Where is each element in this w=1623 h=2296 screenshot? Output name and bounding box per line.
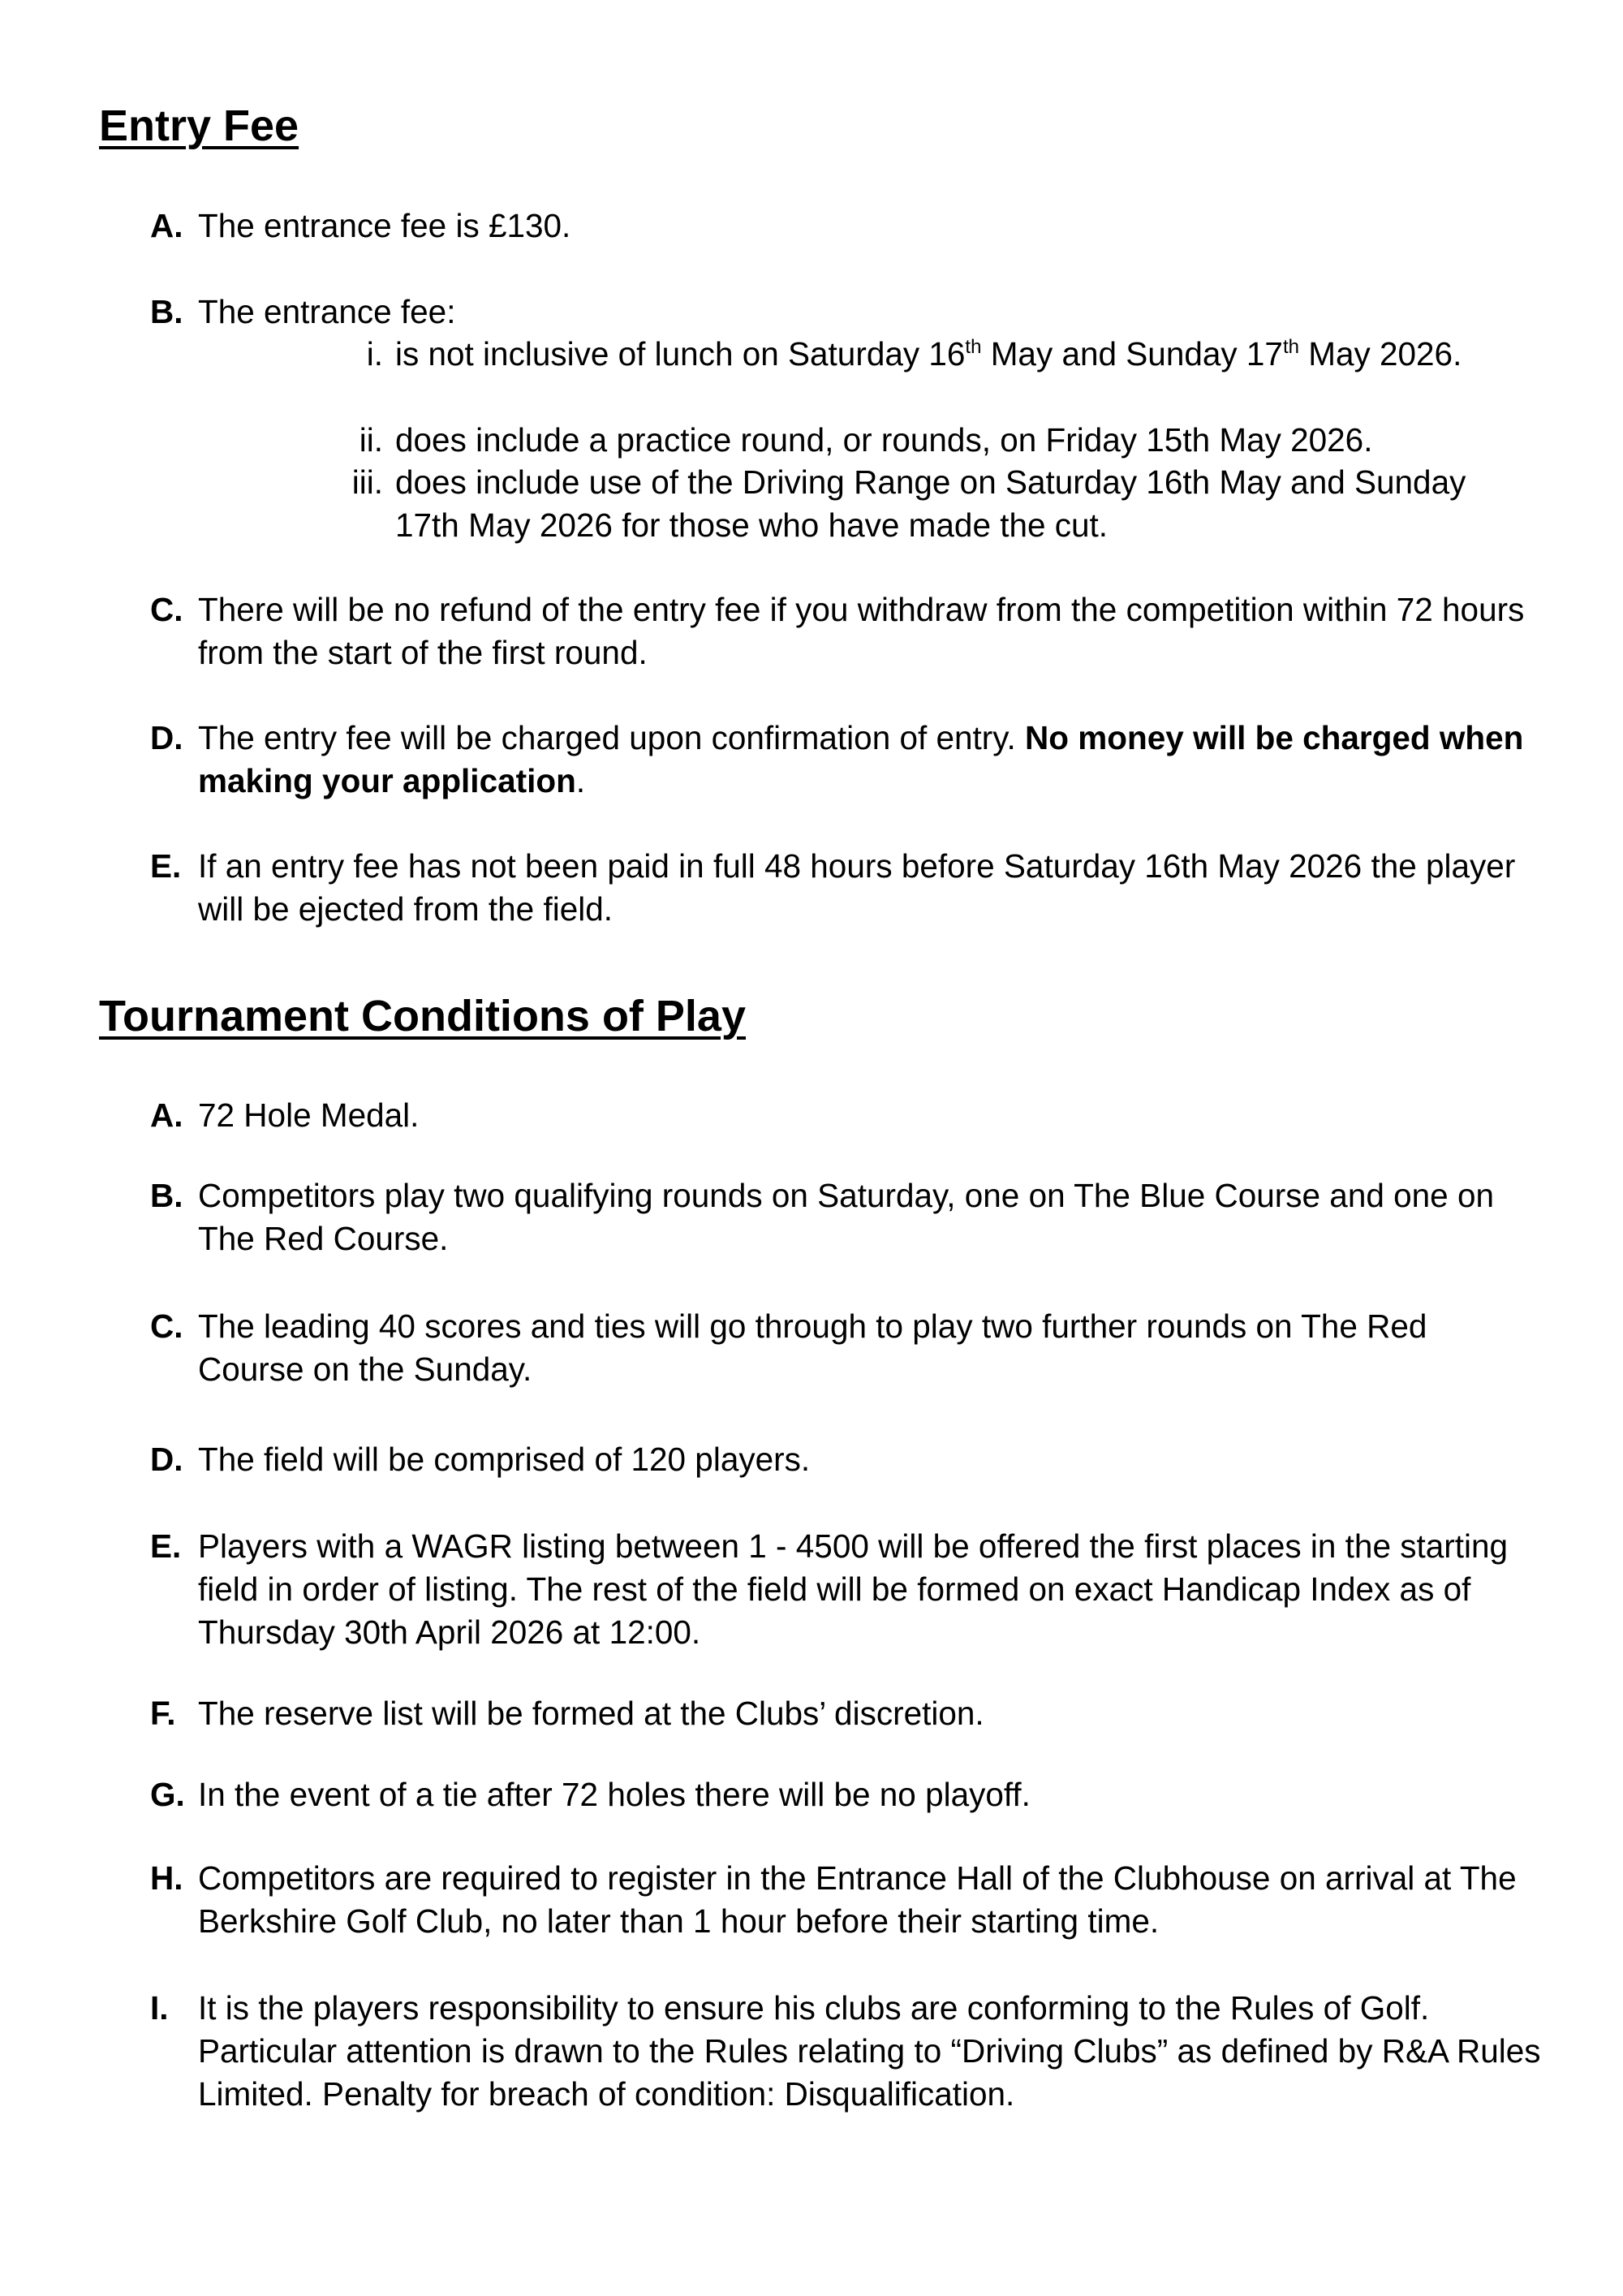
conditions-item-a xyxy=(150,1094,1530,1137)
item-text: It is the players responsibility to ensure his clubs are conforming to the Rules of Golf. Particular attention is drawn to the Rules relating to “Driving Clubs” as defined by R&A Rules Limited. Penalty for breach of condition: Disqualification. xyxy=(198,1989,1541,2113)
conditions-item-f xyxy=(150,1692,1530,1735)
subitem-text: does include a practice round, or rounds, on Friday 15th May 2026. xyxy=(395,421,1373,459)
item-letter: D. xyxy=(150,719,183,756)
entry-fee-subitem-ii xyxy=(325,419,1542,462)
item-text: The field will be comprised of 120 players. xyxy=(198,1441,811,1478)
item-letter: I. xyxy=(150,1989,169,2027)
item-letter: H. xyxy=(150,1859,183,1897)
item-text xyxy=(198,717,1529,803)
subitem-numeral: i. xyxy=(366,335,383,373)
entry-fee-subitem-iii xyxy=(325,461,1542,547)
subitem-numeral: iii. xyxy=(351,463,383,501)
entry-fee-item-a xyxy=(150,205,1530,248)
subitem-numeral: ii. xyxy=(359,421,383,459)
item-letter: A. xyxy=(150,1096,183,1134)
ordinal-suffix: th xyxy=(965,336,982,358)
conditions-item-e xyxy=(150,1525,1530,1654)
section-heading-entry-fee: Entry Fee xyxy=(99,101,299,150)
item-letter: B. xyxy=(150,1177,183,1214)
conditions-item-b xyxy=(150,1174,1530,1260)
item-text: The leading 40 scores and ties will go through to play two further rounds on The Red Course on the Sunday. xyxy=(198,1307,1427,1388)
conditions-item-h xyxy=(150,1857,1530,1943)
item-text: If an entry fee has not been paid in full 48 hours before Saturday 16th May 2026 the player will be ejected from the field. xyxy=(198,847,1516,928)
subitem-text-part: is not inclusive of lunch on Saturday 16 xyxy=(395,335,966,373)
entry-fee-item-c xyxy=(150,588,1530,674)
item-text: Competitors are required to register in the Entrance Hall of the Clubhouse on arrival at The Berkshire Golf Club, no later than 1 hour before their starting time. xyxy=(198,1859,1517,1940)
conditions-item-c xyxy=(150,1305,1530,1391)
conditions-item-i xyxy=(150,1987,1541,2116)
item-text: The entrance fee: xyxy=(198,293,456,330)
item-text: The entrance fee is £130. xyxy=(198,207,571,244)
item-letter: F. xyxy=(150,1695,176,1732)
item-text-bold: No money will be charged when making your application xyxy=(198,719,1524,799)
item-text: In the event of a tie after 72 holes there will be no playoff. xyxy=(198,1776,1031,1813)
item-letter: E. xyxy=(150,847,182,885)
item-letter: D. xyxy=(150,1441,183,1478)
subitem-text xyxy=(395,333,1531,376)
section-heading-conditions-of-play: Tournament Conditions of Play xyxy=(99,992,747,1040)
entry-fee-item-d xyxy=(150,717,1530,803)
ordinal-suffix: th xyxy=(1282,336,1299,358)
entry-fee-subitem-i xyxy=(325,333,1542,376)
conditions-item-d xyxy=(150,1438,1530,1481)
item-letter: B. xyxy=(150,293,183,330)
conditions-item-g xyxy=(150,1773,1530,1816)
item-letter: A. xyxy=(150,207,183,244)
item-letter: E. xyxy=(150,1527,182,1565)
item-text: There will be no refund of the entry fee if you withdraw from the competition within 72 hours from the start of the first round. xyxy=(198,591,1525,671)
entry-fee-item-b xyxy=(150,291,1530,334)
entry-fee-item-e xyxy=(150,845,1530,931)
item-text: Players with a WAGR listing between 1 - 4500 will be offered the first places in the starting field in order of listing. The rest of the field will be formed on exact Handicap Index as of Thursday 30th April 2026 at 12:00. xyxy=(198,1527,1509,1651)
item-text-regular: The entry fee will be charged upon confirmation of entry. xyxy=(198,719,1026,756)
item-letter: C. xyxy=(150,591,183,628)
item-letter: G. xyxy=(150,1776,185,1813)
item-text: Competitors play two qualifying rounds on Saturday, one on The Blue Course and one on The Red Course. xyxy=(198,1177,1495,1257)
item-text: 72 Hole Medal. xyxy=(198,1096,420,1134)
item-text-regular: . xyxy=(575,762,586,799)
subitem-text: does include use of the Driving Range on Saturday 16th May and Sunday 17th May 2026 for those who have made the cut. xyxy=(395,463,1466,544)
item-text: The reserve list will be formed at the Clubs’ discretion. xyxy=(198,1695,984,1732)
subitem-text-part: May 2026. xyxy=(1298,335,1462,373)
item-letter: C. xyxy=(150,1307,183,1345)
subitem-text-part: May and Sunday 17 xyxy=(981,335,1283,373)
